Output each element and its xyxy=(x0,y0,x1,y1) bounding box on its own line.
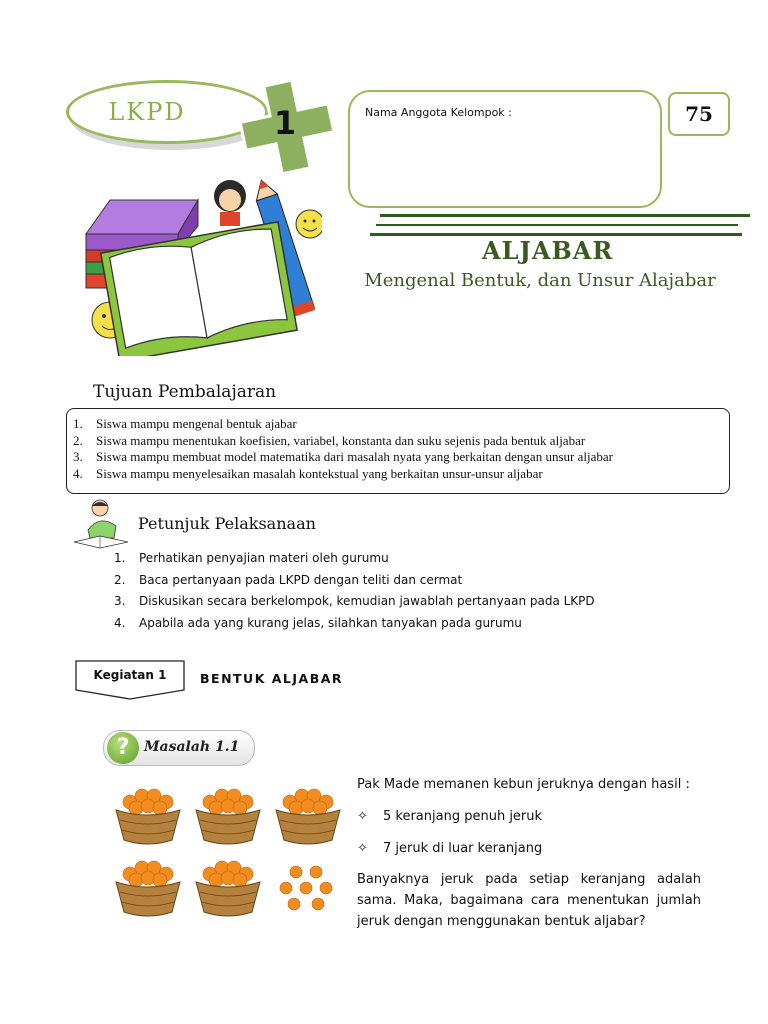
list-item xyxy=(73,449,613,466)
lkpd-label: LKPD xyxy=(108,98,186,126)
sparkle-bullet-icon: ✧ xyxy=(357,841,368,856)
group-members-label: Nama Anggota Kelompok : xyxy=(365,106,512,119)
list-text: Diskusikan secara berkelompok, kemudian jawablah pertanyaan pada LKPD xyxy=(139,594,595,608)
bullet-text: 5 keranjang penuh jeruk xyxy=(383,809,543,824)
basket-icon xyxy=(112,780,184,846)
list-item xyxy=(114,613,595,635)
problem-question: Banyaknya jeruk pada setiap keranjang adalah sama. Maka, bagaimana cara menentukan jumlah jeruk dengan menggunakan bentuk aljabar? xyxy=(357,872,701,929)
tujuan-heading: Tujuan Pembalajaran xyxy=(93,382,277,402)
list-text: Siswa mampu menyelesaikan masalah kontekstual yang berkaitan unsur-unsur aljabar xyxy=(96,465,543,481)
page-subtitle: Mengenal Bentuk, dan Unsur Alajabar xyxy=(364,270,716,291)
kegiatan-label: Kegiatan 1 xyxy=(93,668,167,682)
petunjuk-list xyxy=(114,548,595,634)
sparkle-bullet-icon: ✧ xyxy=(357,809,368,824)
list-number: 4. xyxy=(73,465,83,481)
list-number: 3. xyxy=(73,449,83,464)
score-box: 75 xyxy=(668,92,730,136)
list-text: Apabila ada yang kurang jelas, silahkan tanyakan pada gurumu xyxy=(139,615,522,630)
divider-line xyxy=(376,224,738,226)
list-number: 2. xyxy=(114,572,126,587)
tujuan-box xyxy=(66,408,730,494)
orange-baskets-illustration xyxy=(112,780,342,920)
list-item xyxy=(73,433,613,450)
problem-text xyxy=(357,774,701,932)
list-number: 2. xyxy=(73,432,83,448)
list-number: 1. xyxy=(73,416,83,431)
bullet-text: 7 jeruk di luar keranjang xyxy=(383,841,543,856)
list-item xyxy=(114,591,595,613)
list-text: Baca pertanyaan pada LKPD dengan teliti dan cermat xyxy=(139,572,463,587)
masalah-label: Masalah 1.1 xyxy=(144,739,240,755)
list-number: 4. xyxy=(114,615,126,630)
basket-icon xyxy=(192,852,264,918)
lkpd-number: 1 xyxy=(273,104,297,142)
group-members-box[interactable] xyxy=(348,90,662,208)
list-item xyxy=(357,806,701,827)
tujuan-list xyxy=(73,416,613,482)
list-text: Siswa mampu membuat model matematika dari masalah nyata yang berkaitan dengan unsur aljabar xyxy=(96,449,613,464)
question-icon: ? xyxy=(107,732,139,764)
basket-icon xyxy=(112,852,184,918)
list-item xyxy=(357,838,701,859)
basket-icon xyxy=(272,780,344,846)
problem-intro: Pak Made memanen kebun jeruknya dengan hasil : xyxy=(357,777,690,792)
books-illustration xyxy=(82,176,322,356)
list-text: Siswa mampu mengenal bentuk ajabar xyxy=(96,416,297,431)
page-title: ALJABAR xyxy=(482,236,614,265)
list-item xyxy=(114,570,595,592)
list-item xyxy=(73,466,613,483)
list-text: Perhatikan penyajian materi oleh gurumu xyxy=(139,551,389,565)
basket-icon xyxy=(192,780,264,846)
petunjuk-heading: Petunjuk Pelaksanaan xyxy=(138,514,316,533)
list-text: Siswa mampu menentukan koefisien, variabel, konstanta dan suku sejenis pada bentuk aljabar xyxy=(96,432,586,448)
list-number: 3. xyxy=(114,594,126,608)
loose-oranges-icon xyxy=(276,864,336,914)
kegiatan-title: BENTUK ALJABAR xyxy=(200,671,344,686)
list-item xyxy=(73,416,613,433)
list-number: 1. xyxy=(114,551,126,565)
divider-line xyxy=(380,214,750,217)
student-reading-icon xyxy=(70,498,134,550)
kegiatan-badge xyxy=(75,660,185,698)
list-item xyxy=(114,548,595,570)
masalah-badge xyxy=(103,730,255,766)
